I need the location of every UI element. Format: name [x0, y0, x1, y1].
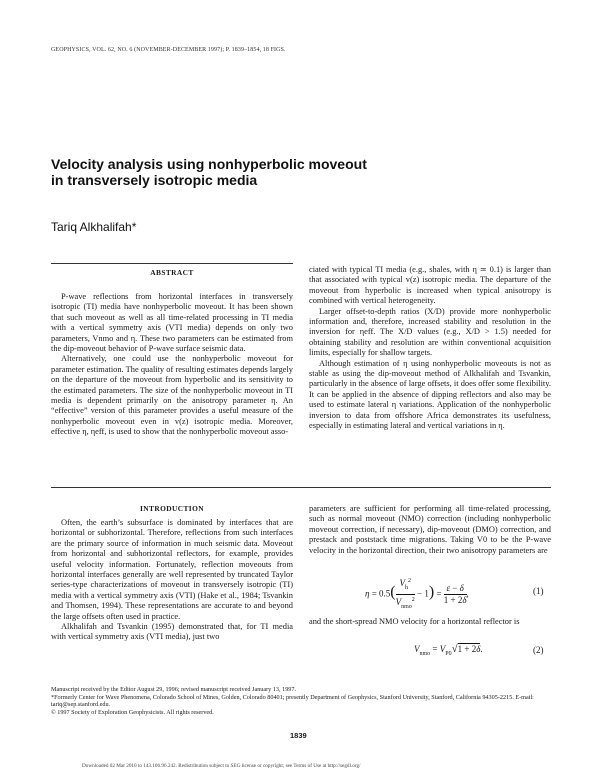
title-line-2: in transversely isotropic media — [51, 172, 258, 188]
abstract-left-column — [51, 292, 293, 438]
abstract-paragraph: Alternatively, one could use the nonhyperbolic moveout for parameter estimation. The quality of resulting estimates depends largely on the departure of the moveout from hyperbolic and its sensitivity to the estimated parameters. The size of the nonhyperbolic moveout in TI media is dependent primarily on the anisotropy parameter η. An “effective” version of this parameter provides a useful measure of the nonhyperbolic moveout even in v(z) isotropic media. Moreover, effective η, ηeff, is used to show that the nonhyperbolic moveout asso- — [51, 354, 293, 437]
body-paragraph: Often, the earth’s subsurface is dominated by interfaces that are horizontal or subhorizontal. Therefore, reflections from such interfaces are the primary source of information in much seismic data. Moveout from horizontal and subhorizontal reflectors, for example, provides useful velocity information. Fortunately, reflection moveouts from horizontal interfaces generally are well represented by truncated Taylor series-type characterizations of moveout in transversely isotropic (TI) media with a vertical symmetry axis (VTI) (Hake et al., 1984; Tsvankin and Thomsen, 1994). These representations are accurate to and beyond the large offsets often used in practice. — [51, 518, 293, 621]
introduction-left-column — [51, 518, 293, 643]
abstract-paragraph: Although estimation of η using nonhyperbolic moveouts is not as stable as using the dip-moveout method of Alkhalifah and Tsvankin, particularly in the absence of large offsets, it does offer some flexibility. It can be applied in the absence of dipping reflectors and also may be used to estimate lateral η variations. Application of the nonhyperbolic inversion to data from offshore Africa demonstrates its usefulness, especially in estimating lateral and vertical variations in η. — [309, 358, 551, 431]
journal-header: GEOPHYSICS, VOL. 62, NO. 6 (NOVEMBER-DECEMBER 1997); P. 1839–1854, 18 FIGS. — [51, 47, 286, 53]
page-number: 1839 — [290, 731, 307, 740]
download-notice: Downloaded 02 Mar 2010 to 143.106.96.242. Redistribution subject to SEG license or copyright; see Terms of Use at http://segdl.org/ — [82, 763, 361, 769]
footnote-received: Manuscript received by the Editor August 29, 1996; revised manuscript received January 13, 1997. — [51, 686, 297, 693]
abstract-paragraph: Larger offset-to-depth ratios (X/D) provide more nonhyperbolic information and, therefore, increased stability and resolution in the inversion for ηeff. The X/D values (e.g., X/D > 1.5) needed for obtaining stability and resolution are within conventional acquisition limits, especially for shallow targets. — [309, 306, 551, 358]
abstract-heading: ABSTRACT — [150, 268, 194, 277]
introduction-right-column-cont — [309, 617, 551, 627]
paper-title — [51, 156, 471, 188]
body-paragraph: and the short-spread NMO velocity for a horizontal reflector is — [309, 617, 520, 626]
introduction-heading: INTRODUCTION — [140, 504, 204, 513]
author-name: Tariq Alkhalifah* — [51, 220, 137, 234]
body-paragraph: parameters are sufficient for performing all time-related processing, such as normal moveout (NMO) correction (including nonhyperbolic moveout correction, if necessary), dip-moveout (DMO) correction, and prestack and poststack time migrations. Taking V0 to be the P-wave velocity in the horizontal direction, their two anisotropy parameters are — [309, 504, 551, 555]
abstract-top-rule — [51, 263, 293, 264]
abstract-bottom-rule — [51, 487, 551, 488]
abstract-right-column — [309, 265, 551, 432]
footnote-copyright: © 1997 Society of Exploration Geophysicists. All rights reserved. — [51, 708, 214, 716]
footnote-affiliation: *Formerly Center for Wave Phenomena, Colorado School of Mines, Golden, Colorado 80401; presently Department of Geophysics, Stanford University, Stanford, California 94305-2215. E-mail: tariq@sep.stanford.edu. — [51, 693, 534, 709]
abstract-paragraph: P-wave reflections from horizontal interfaces in transversely isotropic (TI) media have nonhyperbolic moveout. It has been shown that such moveout as well as all time-related processing in TI media with a vertical symmetry axis (VTI media) depends on only two parameters, Vnmo and η. These two parameters can be estimated from the dip-moveout behavior of P-wave surface seismic data. — [51, 292, 293, 354]
body-paragraph: Alkhalifah and Tsvankin (1995) demonstrated that, for TI media with vertical symmetry axis (VTI media), just two — [51, 622, 293, 642]
abstract-paragraph: ciated with typical TI media (e.g., shales, with η ≃ 0.1) is larger than that associated with typical v(z) isotropic media. The departure of the moveout from hyperbolic is increased when typical anisotropy is combined with vertical heterogeneity. — [309, 265, 551, 306]
footnotes — [51, 686, 551, 716]
introduction-right-column — [309, 504, 551, 556]
equation-1-number: (1) — [533, 586, 544, 596]
equation-2: $V_{nmo} = V_{P0}√1 + 2\delta$. — [414, 643, 483, 657]
equation-1: η = 0.5( $\frac{V_h^2}{V_{nmo}^2}$ − 1) = $\frac{\varepsilon - \delta}{1 + 2\delta}$ , — [365, 578, 469, 610]
equation-2-number: (2) — [533, 645, 544, 655]
title-line-1: Velocity analysis using nonhyperbolic moveout — [51, 156, 367, 172]
